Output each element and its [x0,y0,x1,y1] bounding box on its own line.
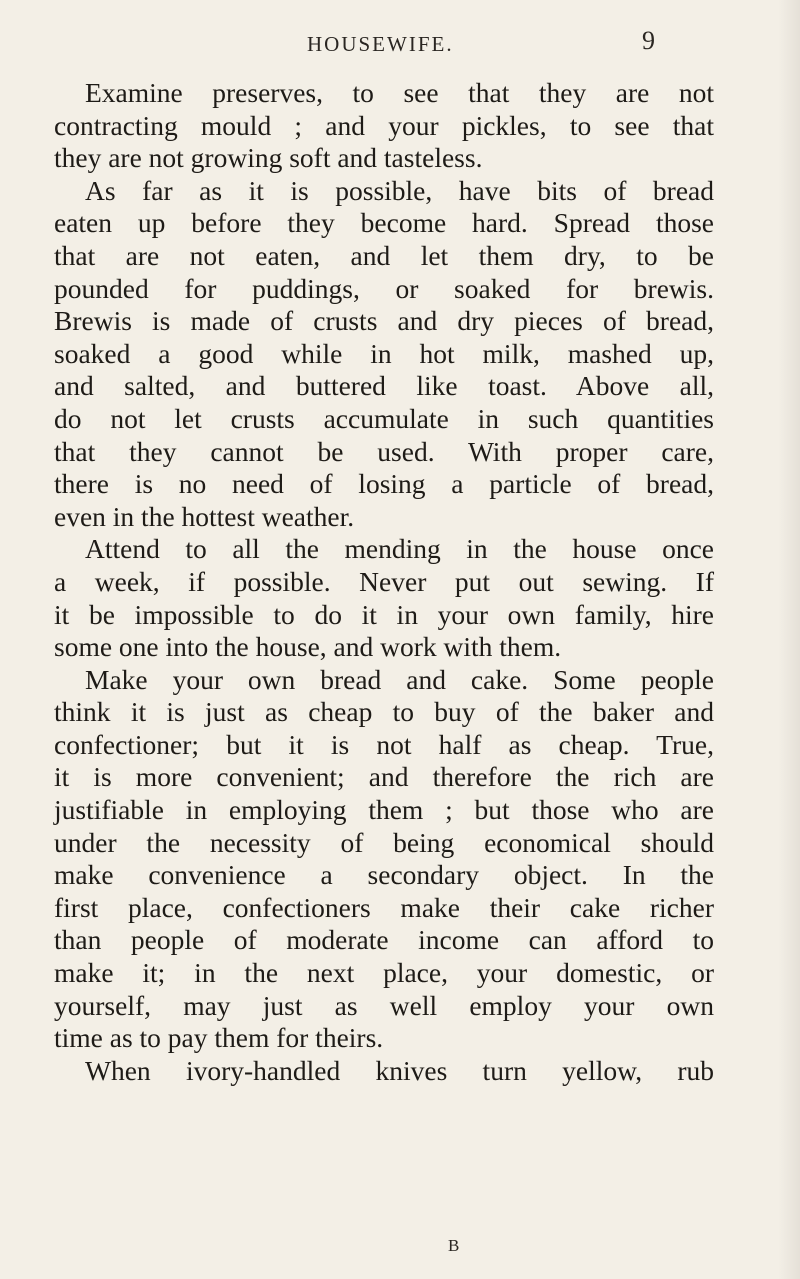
signature-mark: B [448,1236,460,1255]
text-line: and salted, and buttered like toast. Above all, [54,370,714,402]
text-line: time as to pay them for theirs. [54,1022,384,1054]
text-line: eaten up before they become hard. Spread those [54,207,714,239]
text-line: there is no need of losing a particle of bread, [54,468,714,500]
text-line: When ivory-handled knives turn yellow, rub [85,1054,714,1086]
text-line: it is more convenient; and therefore the rich are [54,761,714,793]
text-line: than people of moderate income can afford to [54,924,714,956]
text-line: soaked a good while in hot milk, mashed up, [54,337,714,369]
text-line: make convenience a secondary object. In the [54,859,714,891]
text-line: even in the hottest weather. [54,500,355,532]
text-line: think it is just as cheap to buy of the baker and [54,696,714,728]
text-line: some one into the house, and work with them. [54,631,562,663]
text-line: Brewis is made of crusts and dry pieces of bread, [54,305,714,337]
text-line: Make your own bread and cake. Some people [85,663,714,695]
text-line: pounded for puddings, or soaked for brewis. [54,272,714,304]
body-text [54,77,714,1087]
text-line: it be impossible to do it in your own family, hire [54,598,714,630]
page-number: 9 [642,26,655,55]
running-title: HOUSEWIFE. [307,32,454,56]
running-head [0,26,800,56]
text-line: As far as it is possible, have bits of bread [85,174,714,206]
text-line: yourself, may just as well employ your own [54,989,714,1021]
text-line: a week, if possible. Never put out sewing. If [54,565,714,597]
text-line: they are not growing soft and tasteless. [54,142,483,174]
text-line: Examine preserves, to see that they are not [85,77,714,108]
page-edge-shadow [778,0,800,1279]
text-line: Attend to all the mending in the house once [85,533,714,565]
text-line: that are not eaten, and let them dry, to be [54,239,714,271]
text-line: under the necessity of being economical should [54,826,714,858]
text-line: that they cannot be used. With proper care, [54,435,714,467]
text-line: contracting mould ; and your pickles, to see that [54,109,714,141]
text-line: make it; in the next place, your domestic, or [54,957,714,989]
text-line: first place, confectioners make their cake richer [54,891,714,923]
text-line: justifiable in employing them ; but those who are [54,794,714,826]
text-line: do not let crusts accumulate in such quantities [54,402,714,434]
text-line: confectioner; but it is not half as cheap. True, [54,728,714,760]
